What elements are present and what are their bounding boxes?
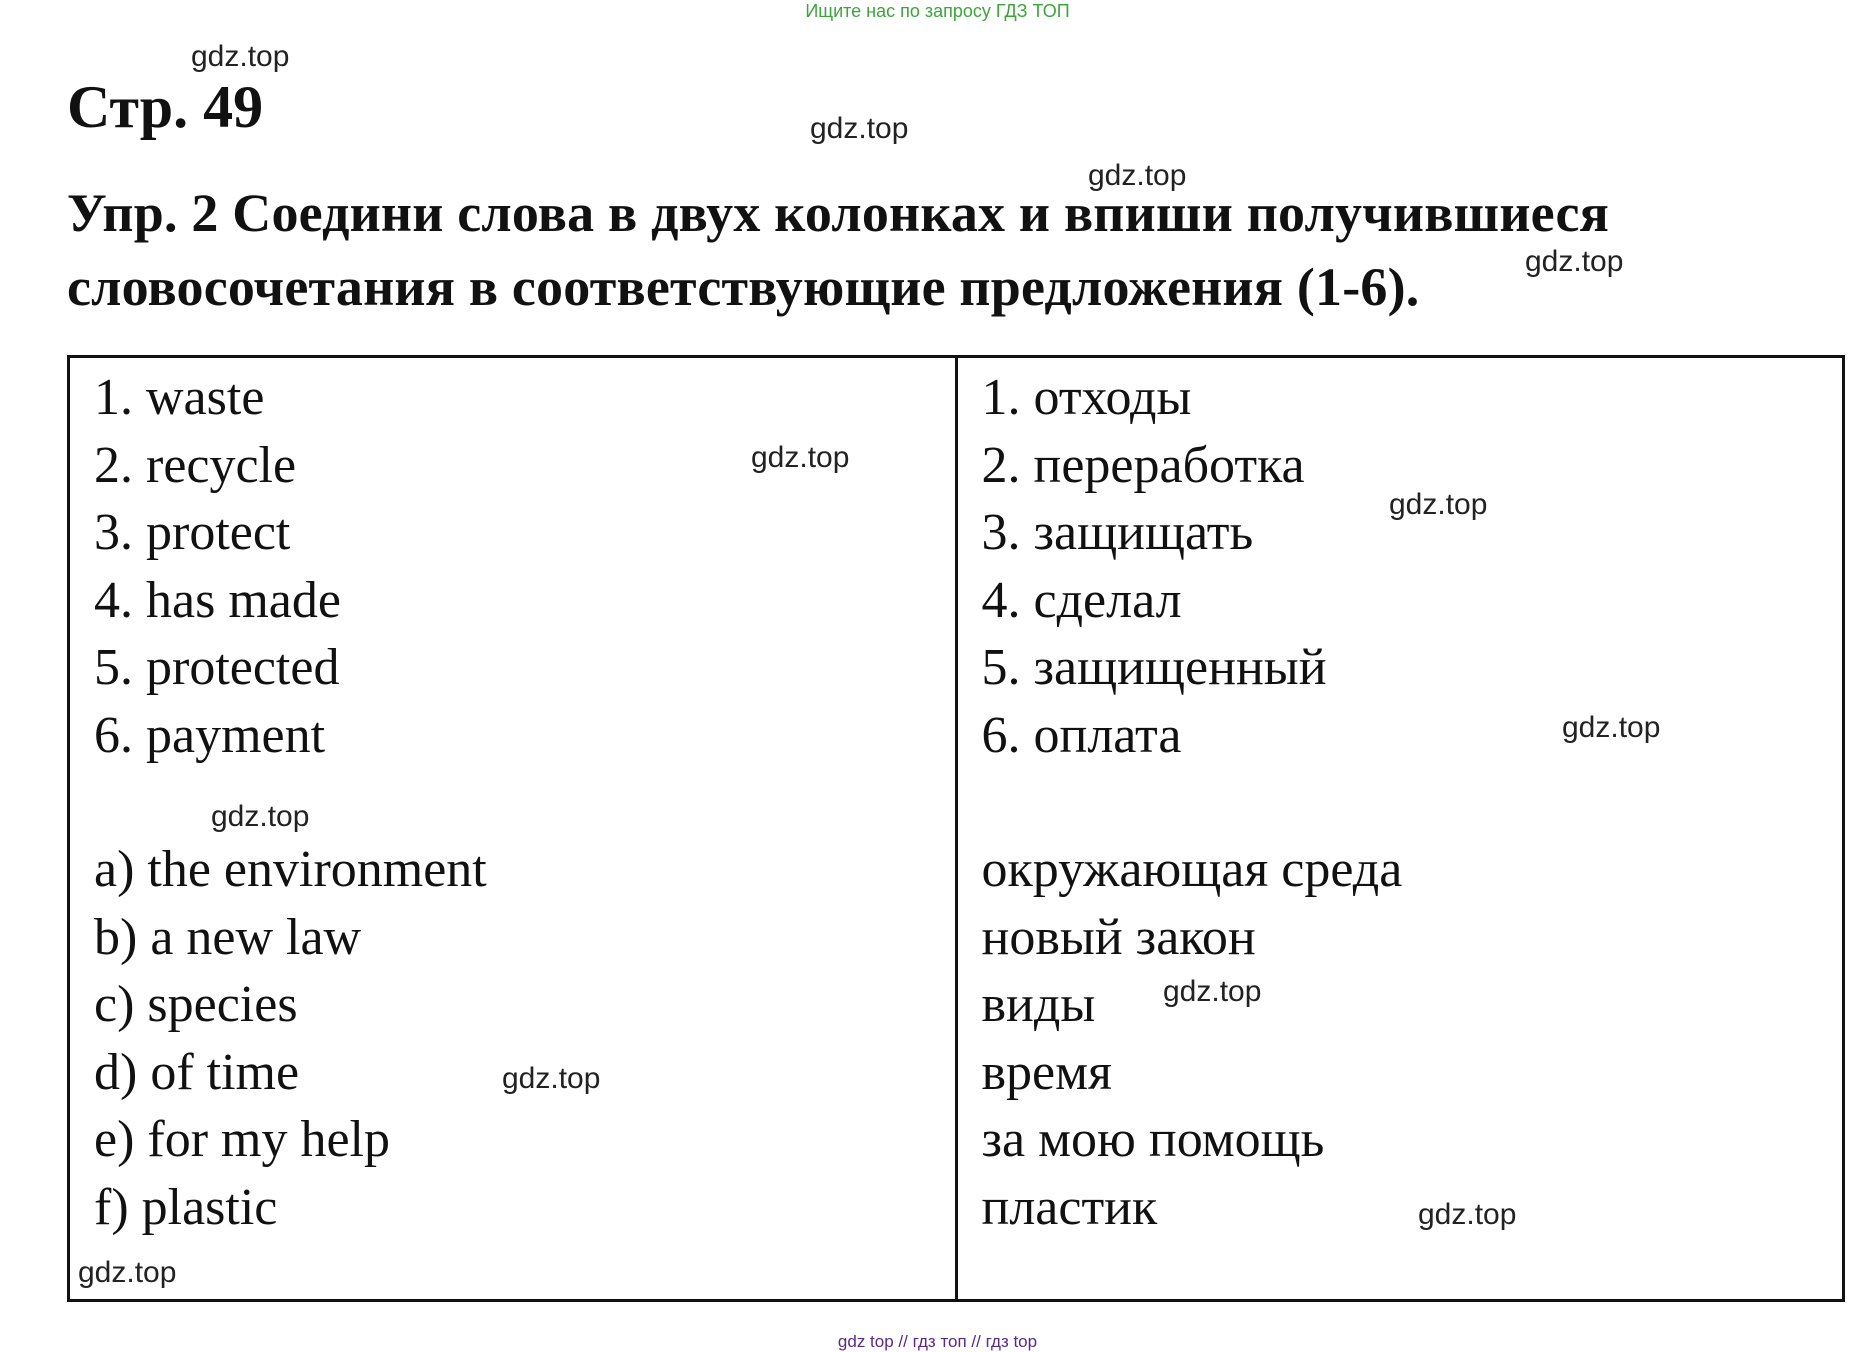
list-item: 4. сделал: [981, 571, 1182, 629]
list-item: 2. переработка: [981, 436, 1305, 494]
watermark: gdz.top: [191, 40, 290, 73]
watermark: gdz.top: [751, 441, 850, 474]
list-item: a) the environment: [94, 841, 487, 898]
page-title: Стр. 49: [67, 74, 264, 140]
footer-links: gdz top // гдз топ // гдз top: [837, 1332, 1038, 1351]
russian-lettered-list: [982, 836, 1843, 1241]
list-item: новый закон: [981, 908, 1256, 966]
list-item: 5. защищенный: [981, 639, 1327, 696]
watermark: gdz.top: [78, 1256, 177, 1289]
list-item: 6. оплата: [981, 706, 1182, 764]
vocabulary-table: [67, 355, 1845, 1302]
list-item: 5. protected: [94, 639, 340, 696]
watermark: gdz.top: [502, 1062, 601, 1095]
list-item: e) for my help: [94, 1111, 391, 1168]
english-numbered-list: [94, 364, 955, 769]
exercise-instruction: Упр. 2 Соедини слова в двух колонках и впиши получившиеся словосочетания в соответствующие предложения (1-6).: [67, 183, 1610, 317]
list-item: 1. waste: [94, 369, 265, 426]
watermark: gdz.top: [810, 112, 909, 145]
list-item: d) of time: [94, 1043, 300, 1101]
top-banner: Ищите нас по запросу ГДЗ ТОП: [805, 1, 1070, 21]
list-item: 4. has made: [94, 571, 341, 629]
english-column: [70, 358, 955, 1299]
watermark: gdz.top: [1088, 159, 1187, 192]
watermark: gdz.top: [211, 800, 310, 833]
english-lettered-list: [94, 836, 955, 1241]
list-item: c) species: [94, 976, 298, 1033]
list-item: виды: [981, 976, 1096, 1033]
list-item: пластик: [981, 1178, 1158, 1236]
list-item: b) a new law: [94, 908, 362, 966]
list-item: время: [981, 1043, 1112, 1101]
list-item: за мою помощь: [981, 1111, 1325, 1168]
russian-numbered-list: [982, 364, 1843, 769]
watermark: gdz.top: [1389, 488, 1488, 521]
watermark: gdz.top: [1163, 975, 1262, 1008]
list-item: 3. защищать: [981, 504, 1254, 561]
watermark: gdz.top: [1562, 711, 1661, 744]
list-item: 1. отходы: [981, 369, 1192, 426]
list-item: окружающая среда: [981, 841, 1403, 898]
watermark: gdz.top: [1418, 1198, 1517, 1231]
list-item: 3. protect: [94, 504, 291, 561]
list-item: 2. recycle: [94, 436, 297, 494]
list-item: f) plastic: [94, 1178, 278, 1236]
list-item: 6. payment: [94, 706, 326, 764]
watermark: gdz.top: [1525, 245, 1624, 278]
